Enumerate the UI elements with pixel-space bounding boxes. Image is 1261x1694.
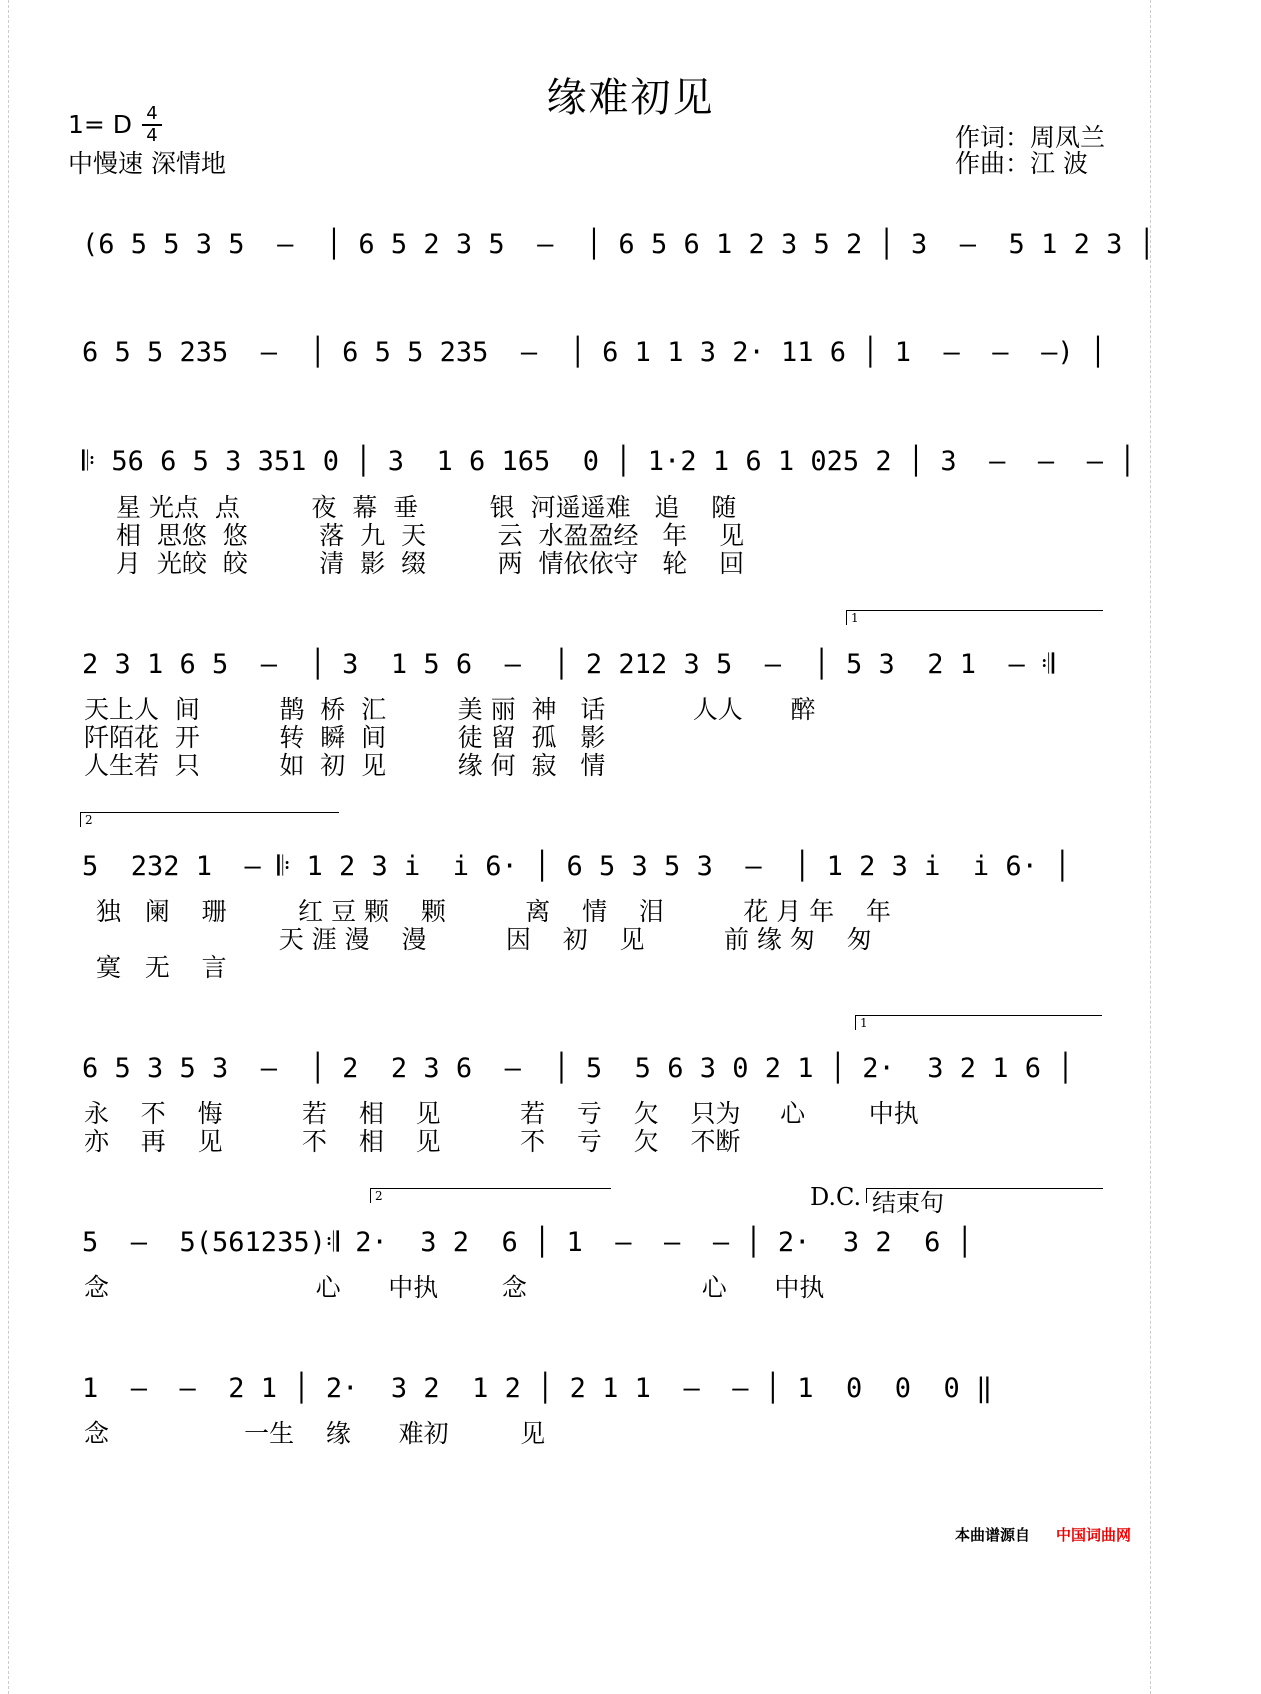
- volta-bracket-1: 1: [846, 610, 1103, 625]
- score-line-2: 6 5 5 235 — │ 6 5 5 235 — │ 6 1 1 3 2· 11 6 │ 1 — — —) │: [82, 337, 1107, 368]
- volta-bracket-4: 2: [370, 1188, 611, 1203]
- score-line-6: 6 5 3 5 3 — │ 2 2 3 6 — │ 5 5 6 3 0 2 1 │ 2· 3 2 1 6 │: [82, 1053, 1074, 1084]
- lyric-line-8-1: 念 一生 缘 难初 见: [84, 1419, 546, 1448]
- score-line-7: 5 — 5(561235)𝄇 2· 3 2 6 │ 1 — — — │ 2· 3 2 6 │: [82, 1227, 973, 1258]
- volta-bracket-3: 1: [855, 1015, 1102, 1030]
- dc-marking: D.C.: [810, 1183, 862, 1211]
- score-line-3: 𝄆 56 6 5 3 351 0 │ 3 1 6 165 0 │ 1·2 1 6 1 025 2 │ 3 — — — │: [82, 446, 1136, 477]
- score-line-1: (6 5 5 3 5 — │ 6 5 2 3 5 — │ 6 5 6 1 2 3 5 2 │ 3 — 5 1 2 3 │: [82, 229, 1155, 260]
- time-signature: 4 4: [142, 104, 162, 146]
- lyric-line-5-3: 寞 无 言: [96, 953, 227, 982]
- lyric-line-3-3: 月 光皎 皎 清 影 缀 两 情依依守 轮 回: [116, 549, 745, 578]
- score-line-4: 2 3 1 6 5 — │ 3 1 5 6 — │ 2 212 3 5 — │ 5 3 2 1 — 𝄇: [82, 649, 1055, 680]
- lyric-line-4-1: 天上人 间 鹊 桥 汇 美 丽 神 话 人人 醉: [84, 695, 816, 724]
- volta-bracket-2: 2: [80, 812, 339, 827]
- right-edge-guide: [1150, 0, 1152, 1694]
- ending-label: 结束句: [872, 1189, 944, 1217]
- song-title: 缘难初见: [546, 75, 715, 121]
- lyric-line-4-2: 阡陌花 开 转 瞬 间 徒 留 孤 影: [84, 723, 606, 752]
- source-label: 本曲谱源自: [955, 1526, 1031, 1544]
- key-signature: 1= D: [68, 110, 133, 139]
- lyric-line-3-2: 相 思悠 悠 落 九 天 云 水盈盈经 年 见: [116, 521, 745, 550]
- score-line-8: 1 — — 2 1 │ 2· 3 2 1 2 │ 2 1 1 — — │ 1 0 0 0 ‖: [82, 1373, 993, 1404]
- score-line-5: 5 232 1 — 𝄆 1 2 3 i i 6· │ 6 5 3 5 3 — │ 1 2 3 i i 6· │: [82, 851, 1071, 882]
- lyric-line-6-1: 永 不 悔 若 相 见 若 亏 欠 只为 心 中执: [84, 1099, 919, 1128]
- site-link[interactable]: 中国词曲网: [1056, 1526, 1132, 1544]
- lyric-line-7-1: 念 心 中执 念 心 中执: [84, 1273, 825, 1302]
- tempo-marking: 中慢速 深情地: [68, 149, 226, 178]
- lyric-line-4-3: 人生若 只 如 初 见 缘 何 寂 情: [84, 751, 606, 780]
- lyric-line-6-2: 亦 再 见 不 相 见 不 亏 欠 不断: [84, 1127, 741, 1156]
- lyric-line-5-2: 天 涯 漫 漫 因 初 见 前 缘 匆 匆: [96, 925, 872, 954]
- lyric-line-3-1: 星 光点 点 夜 幕 垂 银 河遥遥难 追 随: [116, 493, 737, 522]
- composer: 作曲：江 波: [955, 149, 1088, 178]
- lyricist: 作词：周凤兰: [955, 123, 1106, 152]
- lyric-line-5-1: 独 阑 珊 红 豆 颗 颗 离 情 泪 花 月 年 年: [96, 897, 892, 926]
- left-edge-guide: [8, 0, 10, 1694]
